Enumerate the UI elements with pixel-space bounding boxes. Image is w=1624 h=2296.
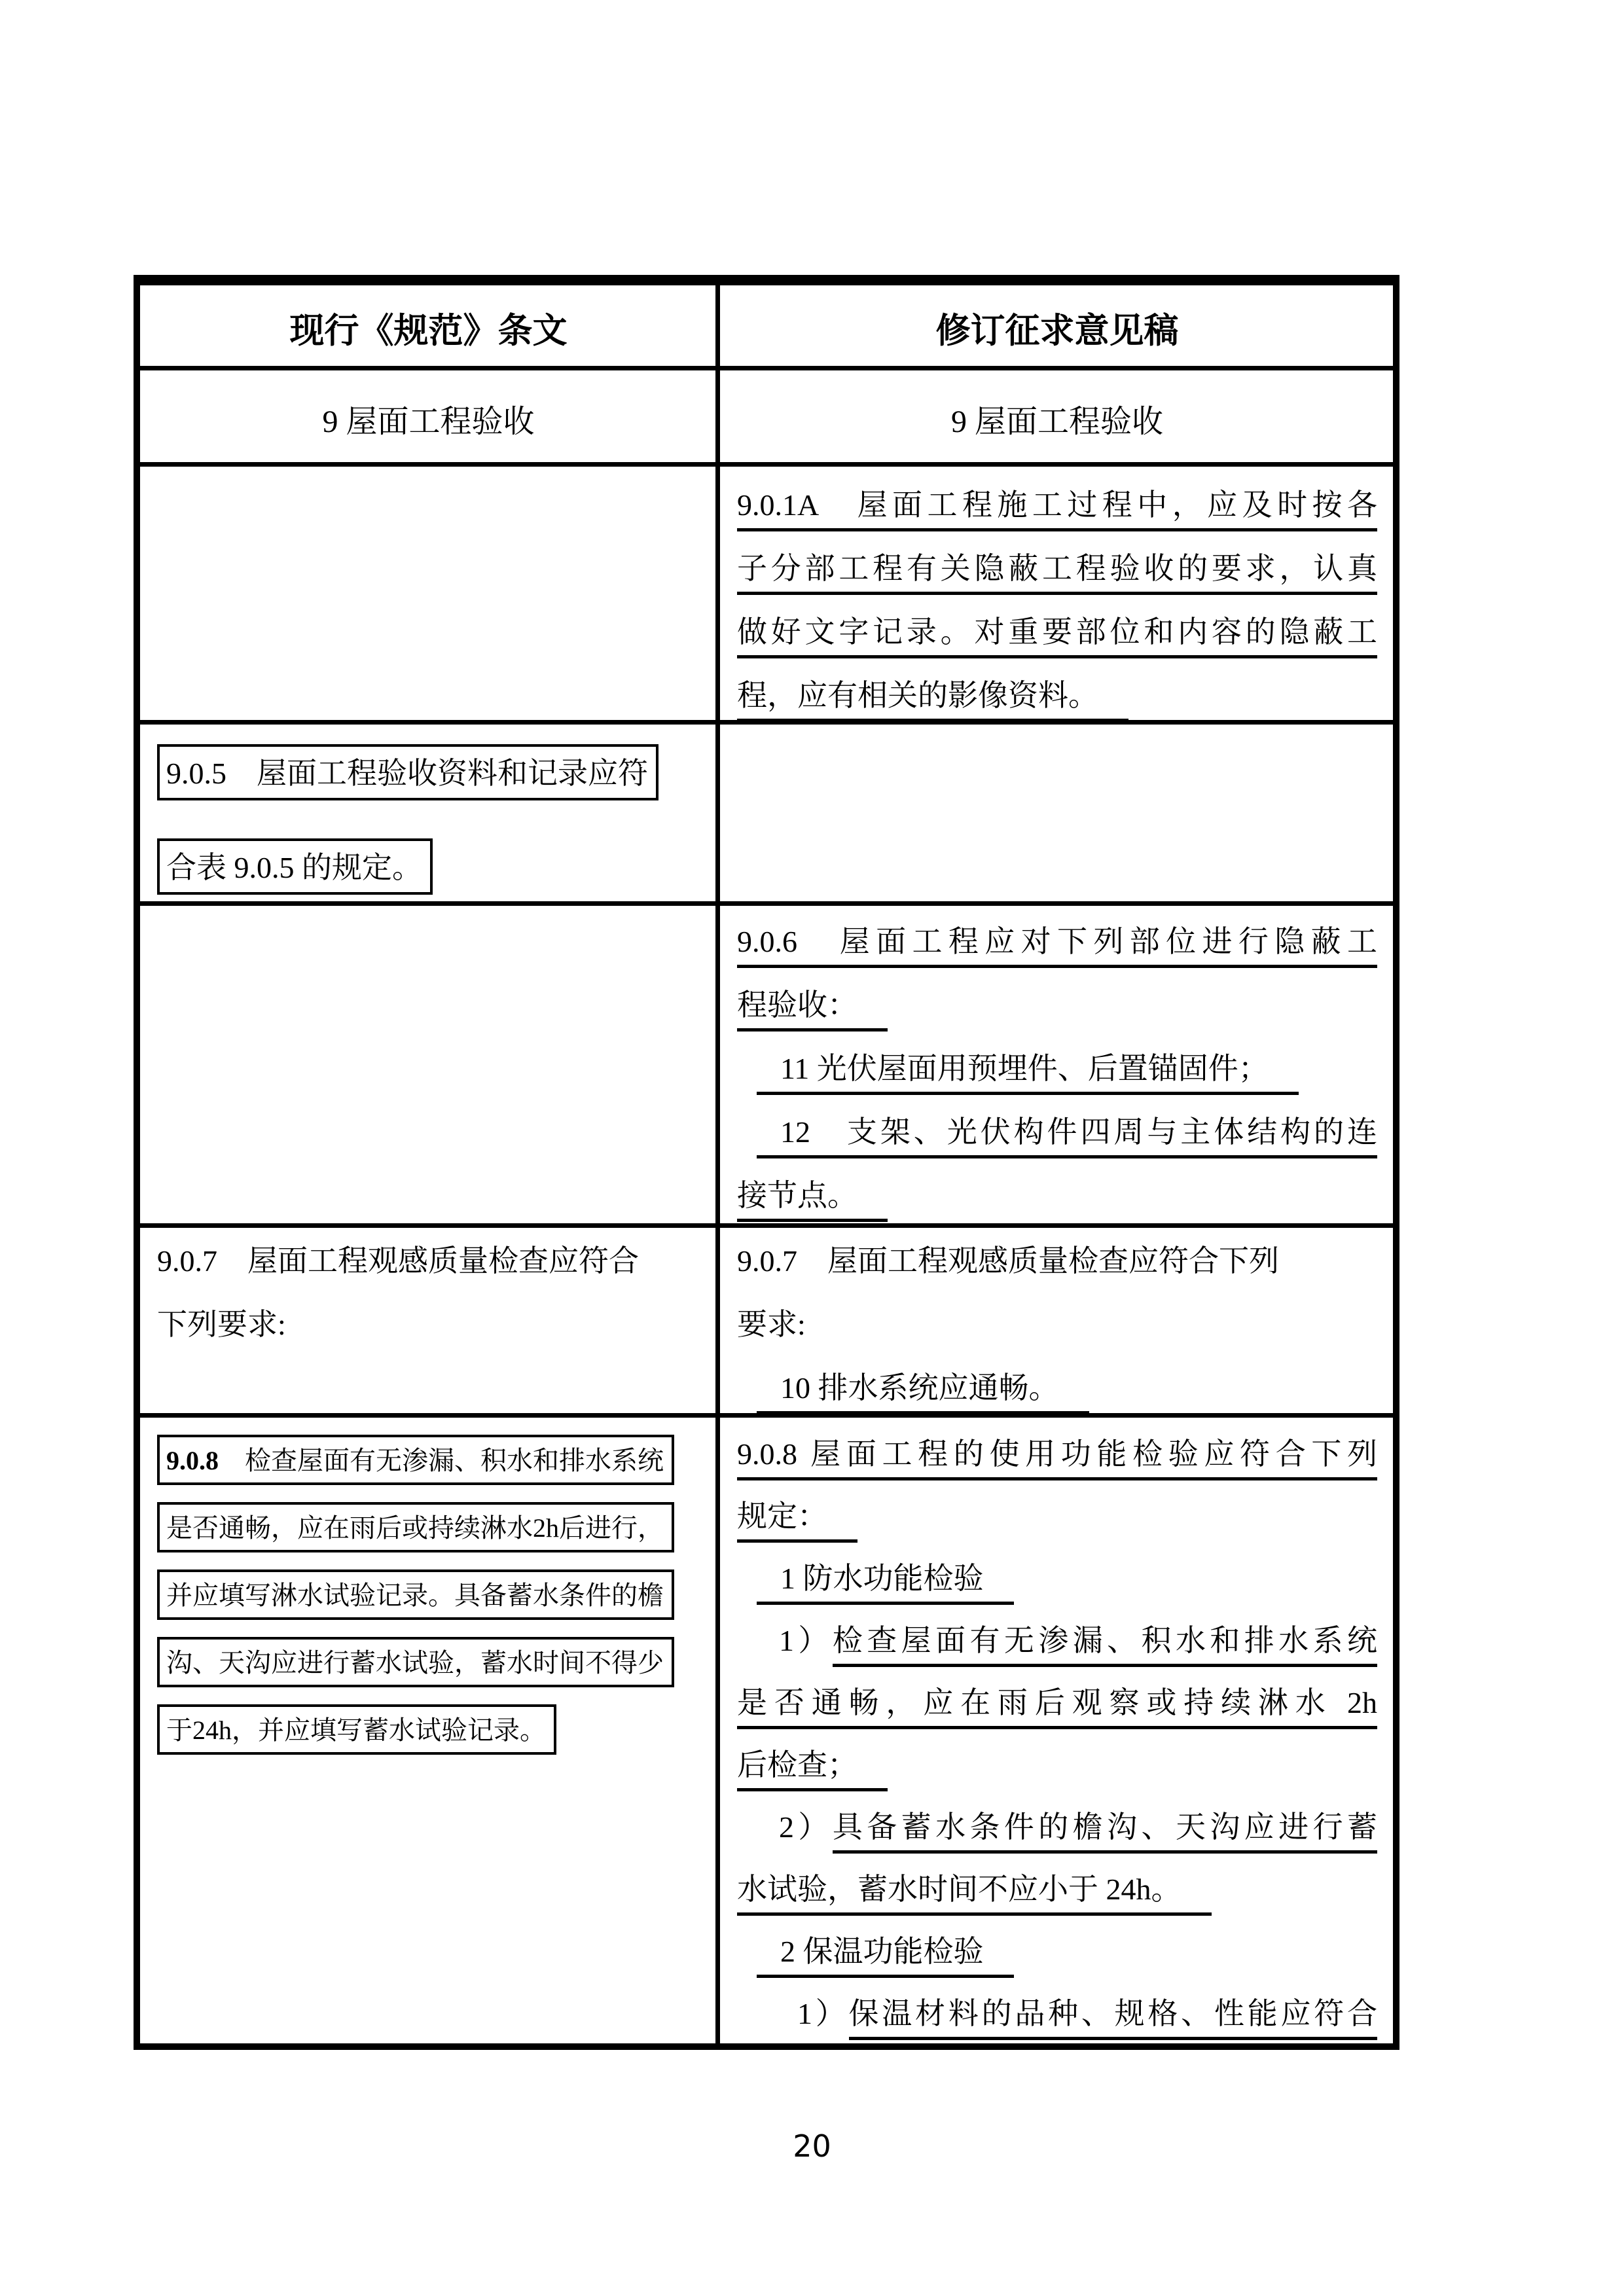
text-line: 10 排水系统应通畅。 xyxy=(737,1356,1377,1418)
cell-905-left xyxy=(140,725,720,906)
cell-907-left xyxy=(140,1228,720,1418)
text-line xyxy=(157,744,700,800)
text-line xyxy=(157,1502,700,1552)
chapter-cell-left xyxy=(140,370,720,467)
text-line: 1 防水功能检验 xyxy=(737,1547,1377,1609)
text-line: 9.0.7 屋面工程观感质量检查应符合下列 xyxy=(737,1244,1279,1278)
text-line: 9.0.7 屋面工程观感质量检查应符合 xyxy=(157,1244,639,1278)
text-line: 9.0.1A 屋面工程施工过程中，应及时按各 xyxy=(737,473,1377,537)
text-line: 程验收： xyxy=(737,973,1377,1037)
comparison-table xyxy=(134,275,1399,2050)
cell-905-right-empty xyxy=(720,725,1393,906)
text-line xyxy=(157,1570,700,1620)
chapter-title-left: 9 屋面工程验收 xyxy=(322,404,535,439)
cell-901a-right xyxy=(720,467,1393,725)
cell-907-right xyxy=(720,1228,1393,1418)
cell-901a-left-empty xyxy=(140,467,720,725)
text-line: 11 光伏屋面用预埋件、后置锚固件； xyxy=(737,1037,1377,1100)
text-line: 后检查； xyxy=(737,1734,1377,1796)
deleted-text-box: 合表 9.0.5 的规定。 xyxy=(157,838,433,895)
text-line xyxy=(157,1637,700,1687)
cell-906-right xyxy=(720,906,1393,1228)
text-line xyxy=(157,1435,700,1485)
text-line: 1）检查屋面有无渗漏、积水和排水系统 xyxy=(737,1609,1377,1672)
header-label-right: 修订征求意见稿 xyxy=(935,312,1179,350)
chapter-cell-right xyxy=(720,370,1393,467)
deleted-text-box: 并应填写淋水试验记录。具备蓄水条件的檐 xyxy=(157,1570,674,1620)
text-line: 2）具备蓄水条件的檐沟、天沟应进行蓄 xyxy=(737,1796,1377,1858)
header-cell-revision-draft xyxy=(720,285,1393,370)
text-line: 下列要求: xyxy=(157,1308,286,1341)
text-line: 2 保温功能检验 xyxy=(737,1920,1377,1982)
text-line: 是否通畅，应在雨后观察或持续淋水 2h xyxy=(737,1672,1377,1734)
text-line: 子分部工程有关隐蔽工程验收的要求，认真 xyxy=(737,537,1377,600)
text-line: 12 支架、光伏构件四周与主体结构的连 xyxy=(737,1100,1377,1164)
text-line: 9.0.8 屋面工程的使用功能检验应符合下列 xyxy=(737,1423,1377,1485)
text-line xyxy=(157,1704,700,1755)
text-line: 程，应有相关的影像资料。 xyxy=(737,664,1377,725)
deleted-text-box: 9.0.5 屋面工程验收资料和记录应符 xyxy=(157,744,659,800)
text-line: 1）保温材料的品种、规格、性能应符合 xyxy=(737,1982,1377,2043)
cell-906-left-empty xyxy=(140,906,720,1228)
text-line xyxy=(157,838,700,895)
chapter-title-right: 9 屋面工程验收 xyxy=(950,404,1163,439)
text-line: 做好文字记录。对重要部位和内容的隐蔽工 xyxy=(737,600,1377,664)
deleted-text-box: 是否通畅，应在雨后或持续淋水2h后进行， xyxy=(157,1502,674,1552)
text-line: 9.0.6 屋面工程应对下列部位进行隐蔽工 xyxy=(737,910,1377,973)
text-line: 要求: xyxy=(737,1308,806,1341)
text-line: 水试验，蓄水时间不应小于 24h。 xyxy=(737,1858,1377,1920)
header-label-left: 现行《规范》条文 xyxy=(289,312,568,350)
deleted-text-box: 沟、天沟应进行蓄水试验，蓄水时间不得少 xyxy=(157,1637,674,1687)
deleted-text-box: 于24h，并应填写蓄水试验记录。 xyxy=(157,1704,556,1755)
cell-908-left xyxy=(140,1418,720,2043)
text-line: 接节点。 xyxy=(737,1164,1377,1227)
page-number: 20 xyxy=(793,2128,831,2164)
header-cell-current-spec xyxy=(140,285,720,370)
text-line: 规定： xyxy=(737,1485,1377,1547)
cell-908-right xyxy=(720,1418,1393,2043)
deleted-text-box: 9.0.8 检查屋面有无渗漏、积水和排水系统 xyxy=(157,1435,674,1485)
